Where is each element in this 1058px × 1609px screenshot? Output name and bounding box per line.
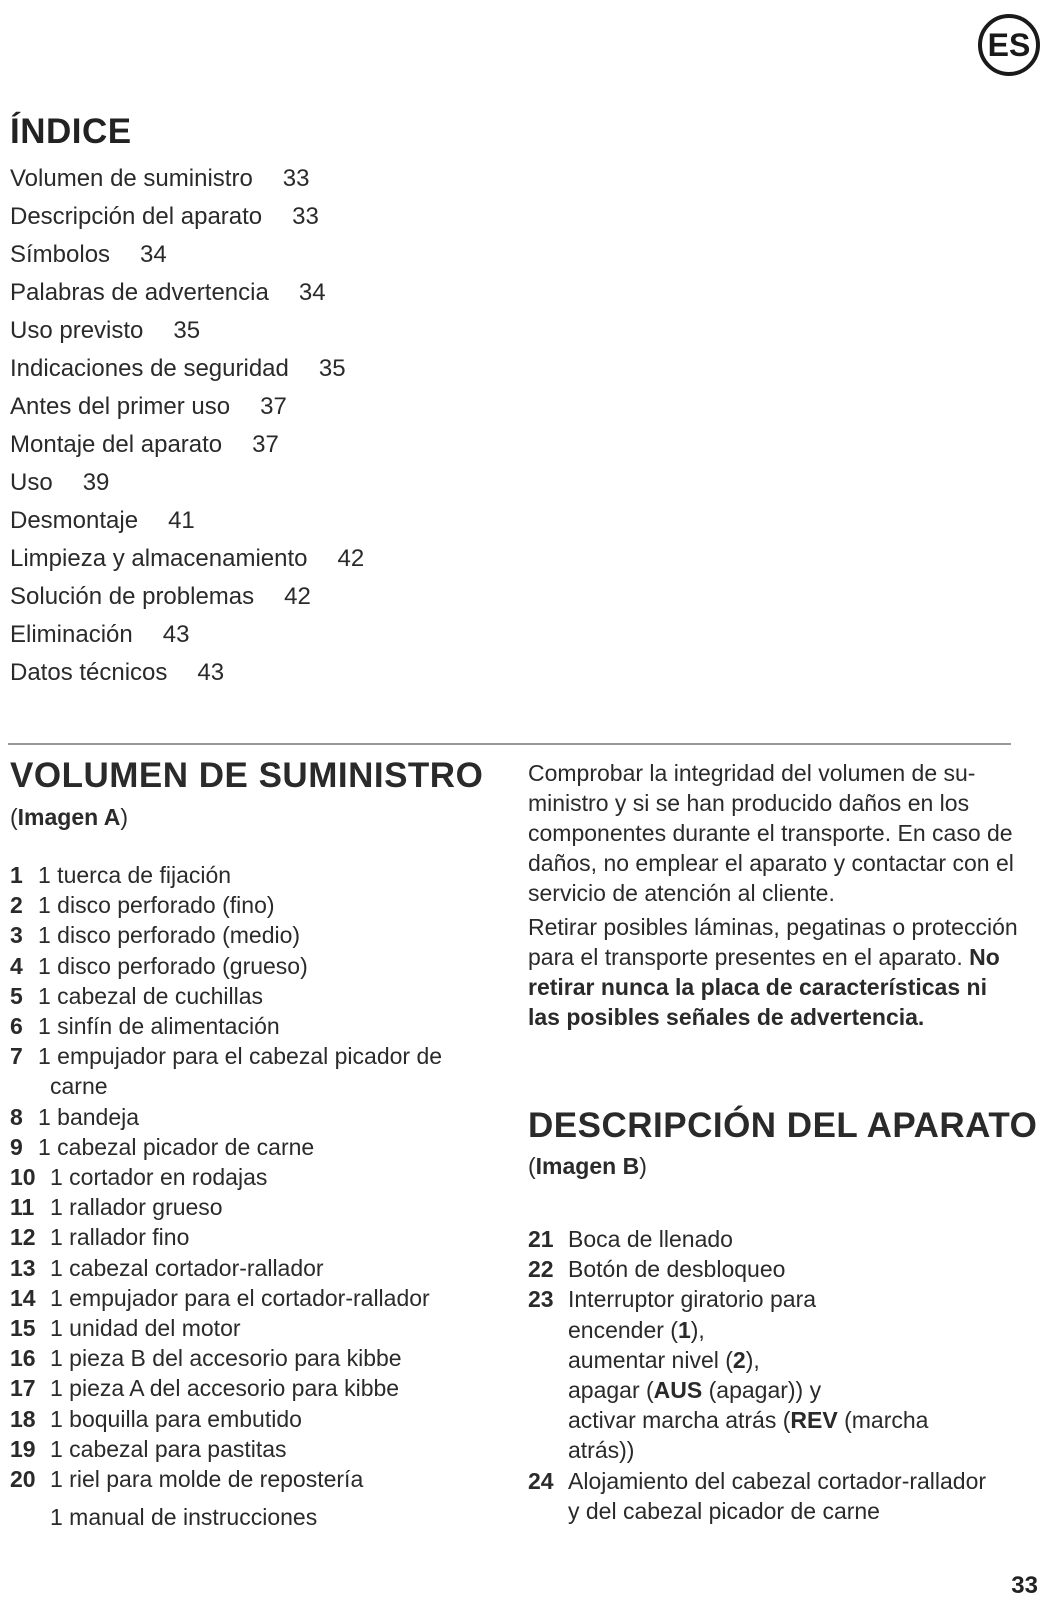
toc-entry-label: Desmontaje bbox=[10, 507, 139, 534]
supply-item-text: 1 disco perforado (medio) bbox=[38, 922, 301, 949]
toc-entry bbox=[10, 236, 364, 274]
supply-item-text: 1 sinfín de alimentación bbox=[38, 1013, 280, 1040]
supply-check-paragraph: Comprobar la integridad del volumen de su-ministro y si se han producido daños en los componentes durante el transporte. En caso de daños, no emplear el aparato y contactar con el servicio de atención al cliente. bbox=[528, 760, 1014, 906]
supply-item bbox=[10, 1102, 510, 1132]
toc-entry-page: 43 bbox=[197, 659, 225, 686]
supply-remove-paragraph: Retirar posibles láminas, pegatinas o protección para el transporte presentes en el aparato. No retirar nunca la placa de características ni las posibles señales de advertencia. bbox=[528, 914, 1018, 1030]
supply-item-number: 5 bbox=[10, 982, 23, 1009]
toc-entry-label: Volumen de suministro bbox=[10, 165, 253, 192]
supply-item bbox=[10, 1464, 510, 1494]
toc-entry-page: 34 bbox=[298, 279, 326, 306]
supply-item-continuation: carne bbox=[50, 1073, 108, 1100]
supply-item-text: 1 tuerca de fijación bbox=[38, 862, 232, 888]
toc-entry bbox=[10, 654, 364, 692]
supply-item-number: 19 bbox=[10, 1435, 36, 1462]
supply-item-text: 1 cortador en rodajas bbox=[50, 1164, 268, 1191]
supply-item-number: 14 bbox=[10, 1284, 36, 1311]
supply-parts-list bbox=[10, 860, 510, 1532]
section-divider bbox=[8, 743, 1011, 745]
supply-section-title: VOLUMEN DE SUMINISTRO bbox=[10, 756, 484, 795]
supply-item bbox=[10, 951, 510, 981]
toc-entry bbox=[10, 502, 364, 540]
supply-item bbox=[10, 1313, 510, 1343]
description-item: 21 Boca de llenado bbox=[528, 1226, 733, 1252]
supply-item-number: 15 bbox=[10, 1315, 36, 1342]
supply-item-number: 13 bbox=[10, 1254, 36, 1281]
supply-item bbox=[10, 1373, 510, 1403]
toc-entry-page: 35 bbox=[318, 355, 346, 382]
supply-item bbox=[10, 1132, 510, 1162]
toc-entry-label: Antes del primer uso bbox=[10, 393, 231, 420]
language-badge: ES bbox=[978, 14, 1040, 76]
description-section-title: DESCRIPCIÓN DEL APARATO bbox=[528, 1106, 1038, 1145]
supply-item bbox=[10, 1222, 510, 1252]
toc-entry bbox=[10, 426, 364, 464]
toc-entry-page: 37 bbox=[260, 393, 287, 420]
supply-item-text: 1 disco perforado (fino) bbox=[38, 892, 275, 919]
toc-entry bbox=[10, 350, 364, 388]
toc-entry-page: 34 bbox=[140, 241, 167, 268]
supply-item bbox=[10, 1253, 510, 1283]
description-item: 23 Interruptor giratorio para encender (1), aumentar nivel (2), apagar (AUS (apagar)) y activar marcha atrás (REV (marcha atrás)) bbox=[528, 1286, 929, 1464]
supply-item-number: 12 bbox=[10, 1224, 36, 1251]
supply-manual-item: 1 manual de instrucciones bbox=[50, 1504, 318, 1531]
supply-item-text: 1 cabezal cortador-rallador bbox=[50, 1254, 324, 1281]
supply-item bbox=[10, 1343, 510, 1373]
supply-item-number: 10 bbox=[10, 1164, 36, 1191]
supply-item-text: 1 cabezal de cuchillas bbox=[38, 982, 264, 1009]
toc-entry-label: Eliminación bbox=[10, 621, 133, 648]
supply-item bbox=[10, 1041, 510, 1101]
page-number: 33 bbox=[1011, 1572, 1038, 1599]
supply-item bbox=[10, 1404, 510, 1434]
supply-item-text: 1 unidad del motor bbox=[50, 1315, 241, 1342]
supply-item bbox=[10, 1434, 510, 1464]
supply-item bbox=[10, 890, 510, 920]
supply-item-text: 1 disco perforado (grueso) bbox=[38, 952, 308, 979]
toc-entry-label: Descripción del aparato bbox=[10, 203, 263, 230]
supply-item bbox=[10, 1283, 510, 1313]
supply-item-number: 3 bbox=[10, 922, 23, 949]
supply-item-number: 9 bbox=[10, 1133, 23, 1160]
toc-entry bbox=[10, 578, 364, 616]
supply-item-text: 1 bandeja bbox=[38, 1103, 140, 1130]
description-item: 22 Botón de desbloqueo bbox=[528, 1256, 786, 1283]
supply-item bbox=[10, 920, 510, 950]
supply-item-number: 17 bbox=[10, 1375, 36, 1402]
toc-entry-label: Datos técnicos bbox=[10, 659, 168, 686]
toc-entry bbox=[10, 540, 364, 578]
supply-item bbox=[10, 1011, 510, 1041]
supply-item-text: 1 boquilla para embutido bbox=[50, 1405, 302, 1432]
description-image-reference: (Imagen B) bbox=[528, 1153, 647, 1179]
toc-entry-label: Símbolos bbox=[10, 241, 111, 268]
supply-item-text: 1 cabezal para pastitas bbox=[50, 1435, 287, 1462]
toc-title: ÍNDICE bbox=[10, 112, 132, 151]
toc-entry-page: 35 bbox=[173, 317, 201, 344]
toc-entry-label: Montaje del aparato bbox=[10, 431, 223, 458]
supply-item bbox=[10, 860, 510, 890]
supply-item-text: 1 cabezal picador de carne bbox=[38, 1133, 315, 1160]
toc-entry-page: 33 bbox=[282, 165, 310, 192]
toc-entry-page: 37 bbox=[252, 431, 279, 458]
supply-item-text: 1 rallador fino bbox=[50, 1224, 190, 1251]
toc-entry bbox=[10, 388, 364, 426]
supply-item-number: 11 bbox=[10, 1194, 35, 1221]
supply-image-reference: (Imagen A) bbox=[10, 804, 129, 830]
supply-item-text: 1 riel para molde de repostería bbox=[50, 1466, 364, 1493]
warning-text: No retirar nunca la placa de características ni las posibles señales de advertencia. bbox=[528, 944, 1000, 1030]
toc-entry bbox=[10, 160, 364, 198]
toc-entry-label: Uso bbox=[10, 469, 53, 496]
supply-item-number: 1 bbox=[10, 862, 23, 888]
toc-entry-page: 41 bbox=[168, 507, 195, 534]
toc-entry-page: 43 bbox=[162, 621, 190, 648]
toc-entry-label: Solución de problemas bbox=[10, 583, 255, 610]
toc-entry bbox=[10, 464, 364, 502]
description-parts-list bbox=[528, 1224, 1028, 1526]
supply-item bbox=[10, 981, 510, 1011]
toc-entry bbox=[10, 312, 364, 350]
toc-entry-label: Indicaciones de seguridad bbox=[10, 355, 289, 382]
table-of-contents bbox=[10, 160, 364, 692]
supply-item-number: 8 bbox=[10, 1103, 23, 1130]
toc-entry-label: Palabras de advertencia bbox=[10, 279, 269, 306]
toc-entry-label: Limpieza y almacenamiento bbox=[10, 545, 308, 572]
supply-item-number: 16 bbox=[10, 1345, 36, 1372]
supply-item-number: 2 bbox=[10, 892, 23, 919]
supply-item-text: 1 empujador para el cabezal picador de bbox=[38, 1043, 443, 1070]
supply-item-number: 20 bbox=[10, 1466, 36, 1493]
supply-item-text: 1 rallador grueso bbox=[50, 1194, 223, 1221]
supply-item bbox=[10, 1162, 510, 1192]
supply-item-text: 1 empujador para el cortador-rallador bbox=[50, 1284, 430, 1311]
toc-entry-label: Uso previsto bbox=[10, 317, 144, 344]
toc-entry-page: 42 bbox=[284, 583, 311, 610]
supply-item-text: 1 pieza A del accesorio para kibbe bbox=[50, 1375, 400, 1402]
toc-entry bbox=[10, 198, 364, 236]
toc-entry bbox=[10, 616, 364, 654]
supply-item-number: 4 bbox=[10, 952, 23, 979]
supply-item bbox=[10, 1192, 510, 1222]
supply-item-number: 6 bbox=[10, 1013, 23, 1040]
supply-item-text: 1 pieza B del accesorio para kibbe bbox=[50, 1345, 402, 1372]
toc-entry bbox=[10, 274, 364, 312]
toc-entry-page: 33 bbox=[292, 203, 319, 230]
toc-entry-page: 39 bbox=[82, 469, 110, 496]
toc-entry-page: 42 bbox=[337, 545, 365, 572]
supply-item-number: 18 bbox=[10, 1405, 36, 1432]
supply-item-number: 7 bbox=[10, 1043, 23, 1070]
description-item: 24 Alojamiento del cabezal cortador-rallador y del cabezal picador de carne bbox=[528, 1467, 987, 1524]
